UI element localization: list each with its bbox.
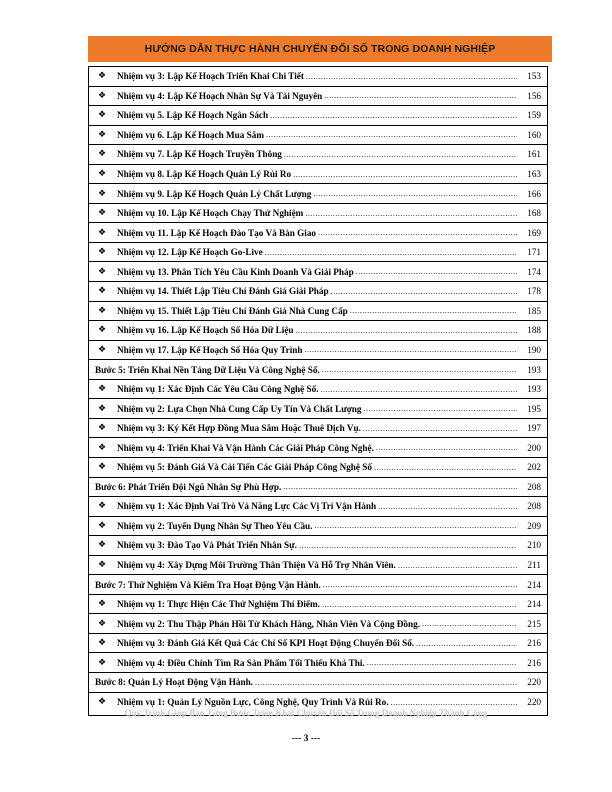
toc-dot-leader bbox=[283, 482, 517, 491]
toc-entry-label-wrap bbox=[89, 267, 519, 277]
toc-entry-label-wrap bbox=[89, 384, 519, 394]
toc-entry-label-wrap bbox=[89, 130, 519, 140]
toc-entry-label: Nhiệm vụ 4: Điều Chỉnh Tìm Ra Sản Phẩm Tối Thiểu Khả Thi. bbox=[117, 657, 365, 668]
toc-entry-label-wrap bbox=[89, 325, 519, 335]
toc-dot-leader bbox=[296, 326, 517, 335]
diamond-bullet-icon: ❖ bbox=[97, 403, 107, 414]
toc-page-number: 171 bbox=[527, 247, 541, 258]
toc-step-row[interactable] bbox=[89, 673, 547, 693]
toc-entry-label: Nhiệm vụ 1: Quản Lý Nguồn Lực, Công Nghệ, Quy Trình Và Rủi Ro. bbox=[117, 697, 389, 708]
toc-page-number: 178 bbox=[527, 286, 541, 297]
toc-dot-leader bbox=[318, 228, 517, 237]
toc-entry-label-wrap bbox=[89, 697, 519, 707]
toc-page-number: 200 bbox=[527, 442, 541, 453]
toc-page-number: 156 bbox=[527, 90, 541, 101]
toc-task-row[interactable] bbox=[89, 106, 547, 126]
toc-page-number: 163 bbox=[527, 169, 541, 180]
toc-entry-label: Nhiệm vụ 3: Ký Kết Hợp Đồng Mua Sắm Hoặc Thuê Dịch Vụ. bbox=[117, 423, 361, 434]
diamond-bullet-icon: ❖ bbox=[97, 305, 107, 316]
toc-dot-leader bbox=[321, 385, 517, 394]
toc-page-number: 188 bbox=[527, 325, 541, 336]
diamond-bullet-icon: ❖ bbox=[97, 325, 107, 336]
toc-entry-label: Nhiệm vụ 3: Đánh Giá Kết Quả Các Chỉ Số KPI Hoạt Động Chuyển Đổi Số. bbox=[117, 638, 415, 649]
toc-dot-leader bbox=[422, 619, 517, 628]
diamond-bullet-icon: ❖ bbox=[97, 188, 107, 199]
toc-dot-leader bbox=[324, 91, 517, 100]
toc-task-row[interactable] bbox=[89, 419, 547, 439]
toc-task-row[interactable] bbox=[89, 595, 547, 615]
toc-entry-label-wrap bbox=[89, 482, 519, 492]
toc-entry-label-wrap bbox=[89, 638, 519, 648]
diamond-bullet-icon: ❖ bbox=[97, 618, 107, 629]
toc-dot-leader bbox=[356, 267, 517, 276]
toc-entry-label: Nhiệm vụ 8. Lập Kế Hoạch Quản Lý Rủi Ro bbox=[117, 169, 292, 180]
toc-page-number: 216 bbox=[527, 657, 541, 668]
toc-entry-label-wrap bbox=[89, 580, 519, 590]
toc-task-row[interactable] bbox=[89, 399, 547, 419]
toc-page-number: 210 bbox=[527, 540, 541, 551]
toc-page-number: 209 bbox=[527, 520, 541, 531]
diamond-bullet-icon: ❖ bbox=[97, 657, 107, 668]
toc-dot-leader bbox=[313, 189, 517, 198]
toc-entry-label-wrap bbox=[89, 599, 519, 609]
toc-task-row[interactable] bbox=[89, 556, 547, 576]
toc-page-number: 193 bbox=[527, 384, 541, 395]
toc-dot-leader bbox=[416, 639, 517, 648]
toc-entry-label: Nhiệm vụ 6. Lập Kế Hoạch Mua Sắm bbox=[117, 129, 265, 140]
toc-dot-leader bbox=[378, 502, 517, 511]
diamond-bullet-icon: ❖ bbox=[97, 71, 107, 82]
toc-entry-label: Bước 5: Triển Khai Nền Tảng Dữ Liệu Và Công Nghệ Số. bbox=[95, 364, 320, 375]
toc-task-row[interactable] bbox=[89, 302, 547, 322]
toc-page-number: 211 bbox=[527, 560, 541, 571]
toc-entry-label: Bước 6: Phát Triển Đội Ngũ Nhân Sự Phù Hợp. bbox=[95, 481, 282, 492]
toc-entry-label: Nhiệm vụ 14. Thiết Lập Tiêu Chí Đánh Giá Giải Pháp bbox=[117, 286, 329, 297]
toc-entry-label: Nhiệm vụ 4: Xây Dựng Môi Trường Thân Thiện Và Hỗ Trợ Nhân Viên. bbox=[117, 560, 396, 571]
toc-dot-leader bbox=[255, 678, 517, 687]
toc-task-row[interactable] bbox=[89, 497, 547, 517]
toc-page-number: 202 bbox=[527, 462, 541, 473]
toc-dot-leader bbox=[284, 150, 517, 159]
toc-dot-leader bbox=[322, 600, 517, 609]
toc-entry-label-wrap bbox=[89, 149, 519, 159]
table-of-contents bbox=[88, 66, 548, 716]
toc-page-number: 159 bbox=[527, 110, 541, 121]
toc-page-number: 214 bbox=[527, 579, 541, 590]
toc-entry-label-wrap bbox=[89, 404, 519, 414]
toc-task-row[interactable] bbox=[89, 380, 547, 400]
toc-entry-label: Nhiệm vụ 5. Lập Kế Hoạch Ngân Sách bbox=[117, 110, 269, 121]
toc-dot-leader bbox=[299, 541, 517, 550]
toc-entry-label: Nhiệm vụ 11. Lập Kế Hoạch Đào Tạo Và Bàn Giao bbox=[117, 227, 317, 238]
toc-dot-leader bbox=[314, 521, 517, 530]
toc-task-row[interactable] bbox=[89, 614, 547, 634]
diamond-bullet-icon: ❖ bbox=[97, 344, 107, 355]
toc-page-number: 193 bbox=[527, 364, 541, 375]
toc-entry-label: Nhiệm vụ 2: Lựa Chọn Nhà Cung Cấp Uy Tín Và Chất Lượng bbox=[117, 403, 362, 414]
toc-entry-label: Nhiệm vụ 17. Lập Kế Hoạch Số Hóa Quy Trình bbox=[117, 344, 303, 355]
toc-entry-label: Nhiệm vụ 3: Lập Kế Hoạch Triển Khai Chi Tiết bbox=[117, 71, 304, 82]
toc-entry-label-wrap bbox=[89, 169, 519, 179]
toc-task-row[interactable] bbox=[89, 145, 547, 165]
diamond-bullet-icon: ❖ bbox=[97, 286, 107, 297]
toc-entry-label: Nhiệm vụ 13. Phân Tích Yêu Cầu Kinh Doanh Và Giải Pháp bbox=[117, 266, 354, 277]
toc-dot-leader bbox=[323, 580, 517, 589]
toc-page-number: 215 bbox=[527, 618, 541, 629]
toc-page-number: 174 bbox=[527, 266, 541, 277]
toc-task-row[interactable] bbox=[89, 87, 547, 107]
toc-dot-leader bbox=[350, 306, 517, 315]
document-header-bar bbox=[88, 36, 552, 62]
diamond-bullet-icon: ❖ bbox=[97, 208, 107, 219]
toc-dot-leader bbox=[374, 463, 517, 472]
toc-task-row[interactable] bbox=[89, 67, 547, 87]
toc-task-row[interactable] bbox=[89, 438, 547, 458]
toc-dot-leader bbox=[266, 130, 517, 139]
toc-entry-label-wrap bbox=[89, 306, 519, 316]
toc-step-row[interactable] bbox=[89, 478, 547, 498]
toc-dot-leader bbox=[293, 170, 517, 179]
toc-page-number: 185 bbox=[527, 305, 541, 316]
toc-page-number: 197 bbox=[527, 423, 541, 434]
toc-entry-label: Nhiệm vụ 1: Thực Hiện Các Thử Nghiệm Thí Điểm. bbox=[117, 599, 320, 610]
toc-page-number: 208 bbox=[527, 501, 541, 512]
toc-task-row[interactable] bbox=[89, 204, 547, 224]
toc-entry-label: Nhiệm vụ 9. Lập Kế Hoạch Quản Lý Chất Lượng bbox=[117, 188, 312, 199]
toc-entry-label-wrap bbox=[89, 619, 519, 629]
toc-entry-label: Nhiệm vụ 7. Lập Kế Hoạch Truyền Thông bbox=[117, 149, 282, 160]
diamond-bullet-icon: ❖ bbox=[97, 266, 107, 277]
diamond-bullet-icon: ❖ bbox=[97, 227, 107, 238]
toc-entry-label: Nhiệm vụ 4: Lập Kế Hoạch Nhân Sự Và Tài Nguyên bbox=[117, 90, 323, 101]
toc-entry-label: Nhiệm vụ 5: Đánh Giá Và Cải Tiến Các Giải Pháp Công Nghệ Số bbox=[117, 462, 372, 473]
toc-entry-label-wrap bbox=[89, 521, 519, 531]
diamond-bullet-icon: ❖ bbox=[97, 462, 107, 473]
toc-entry-label-wrap bbox=[89, 189, 519, 199]
toc-entry-label-wrap bbox=[89, 462, 519, 472]
toc-entry-label-wrap bbox=[89, 91, 519, 101]
toc-entry-label: Nhiệm vụ 2: Thu Thập Phản Hồi Từ Khách Hàng, Nhân Viên Và Cộng Đồng. bbox=[117, 618, 421, 629]
toc-entry-label-wrap bbox=[89, 365, 519, 375]
toc-entry-label: Nhiệm vụ 3: Đào Tạo Và Phát Triển Nhân Sự. bbox=[117, 540, 297, 551]
toc-entry-label: Nhiệm vụ 10. Lập Kế Hoạch Chạy Thử Nghiệm bbox=[117, 208, 304, 219]
toc-entry-label: Nhiệm vụ 2: Tuyển Dụng Nhân Sự Theo Yêu Cầu. bbox=[117, 520, 313, 531]
toc-entry-label: Nhiệm vụ 12. Lập Kế Hoạch Go-Live bbox=[117, 247, 263, 258]
toc-dot-leader bbox=[322, 365, 517, 374]
toc-task-row[interactable] bbox=[89, 458, 547, 478]
toc-entry-label-wrap bbox=[89, 345, 519, 355]
toc-entry-label-wrap bbox=[89, 286, 519, 296]
toc-entry-label: Nhiệm vụ 4: Triển Khai Và Vận Hành Các Giải Pháp Công Nghệ. bbox=[117, 442, 374, 453]
toc-entry-label: Nhiệm vụ 16. Lập Kế Hoạch Số Hóa Dữ Liệu bbox=[117, 325, 294, 336]
diamond-bullet-icon: ❖ bbox=[97, 169, 107, 180]
toc-page-number: 161 bbox=[527, 149, 541, 160]
toc-dot-leader bbox=[364, 404, 517, 413]
toc-step-row[interactable] bbox=[89, 575, 547, 595]
toc-entry-label-wrap bbox=[89, 423, 519, 433]
toc-task-row[interactable] bbox=[89, 184, 547, 204]
toc-task-row[interactable] bbox=[89, 243, 547, 263]
toc-entry-label-wrap bbox=[89, 501, 519, 511]
footer-caption: Quy Trình Giúp Bạn Từng Bước Triển Khai Chuyển Đổi Số Trong Doanh Nghiệp Thành Công bbox=[124, 708, 488, 718]
diamond-bullet-icon: ❖ bbox=[97, 442, 107, 453]
toc-page-number: 166 bbox=[527, 188, 541, 199]
toc-page-number: 190 bbox=[527, 344, 541, 355]
diamond-bullet-icon: ❖ bbox=[97, 384, 107, 395]
toc-entry-label: Nhiệm vụ 1: Xác Định Vai Trò Và Năng Lực Các Vị Trí Vận Hành bbox=[117, 501, 377, 512]
toc-page-number: 220 bbox=[527, 697, 541, 708]
toc-task-row[interactable] bbox=[89, 126, 547, 146]
diamond-bullet-icon: ❖ bbox=[97, 110, 107, 121]
toc-dot-leader bbox=[306, 72, 517, 81]
toc-entry-label-wrap bbox=[89, 208, 519, 218]
toc-dot-leader bbox=[305, 209, 517, 218]
toc-task-row[interactable] bbox=[89, 536, 547, 556]
diamond-bullet-icon: ❖ bbox=[97, 520, 107, 531]
toc-entry-label-wrap bbox=[89, 247, 519, 257]
toc-page-number: 220 bbox=[527, 677, 541, 688]
toc-page-number: 216 bbox=[527, 638, 541, 649]
diamond-bullet-icon: ❖ bbox=[97, 697, 107, 708]
diamond-bullet-icon: ❖ bbox=[97, 149, 107, 160]
toc-dot-leader bbox=[376, 443, 517, 452]
toc-entry-label-wrap bbox=[89, 540, 519, 550]
toc-entry-label-wrap bbox=[89, 560, 519, 570]
toc-page-number: 153 bbox=[527, 71, 541, 82]
toc-entry-label: Bước 7: Thử Nghiệm Và Kiểm Tra Hoạt Động Vận Hành. bbox=[95, 579, 321, 590]
toc-dot-leader bbox=[391, 698, 518, 707]
toc-entry-label: Nhiệm vụ 15. Thiết Lập Tiêu Chí Đánh Giá Nhà Cung Cấp bbox=[117, 305, 348, 316]
toc-task-row[interactable] bbox=[89, 634, 547, 654]
toc-task-row[interactable] bbox=[89, 517, 547, 537]
diamond-bullet-icon: ❖ bbox=[97, 129, 107, 140]
diamond-bullet-icon: ❖ bbox=[97, 560, 107, 571]
toc-entry-label: Nhiệm vụ 1: Xác Định Các Yêu Cầu Công Nghệ Số. bbox=[117, 384, 319, 395]
toc-dot-leader bbox=[367, 658, 517, 667]
toc-page-number: 208 bbox=[527, 481, 541, 492]
toc-page-number: 168 bbox=[527, 208, 541, 219]
diamond-bullet-icon: ❖ bbox=[97, 90, 107, 101]
diamond-bullet-icon: ❖ bbox=[97, 501, 107, 512]
toc-entry-label-wrap bbox=[89, 677, 519, 687]
toc-dot-leader bbox=[398, 561, 517, 570]
toc-entry-label-wrap bbox=[89, 443, 519, 453]
toc-page-number: 195 bbox=[527, 403, 541, 414]
diamond-bullet-icon: ❖ bbox=[97, 599, 107, 610]
toc-dot-leader bbox=[270, 111, 517, 120]
toc-entry-label: Bước 8: Quản Lý Hoạt Động Vận Hành. bbox=[95, 677, 253, 688]
toc-entry-label-wrap bbox=[89, 228, 519, 238]
toc-page-number: 160 bbox=[527, 129, 541, 140]
toc-dot-leader bbox=[363, 424, 517, 433]
toc-dot-leader bbox=[331, 287, 517, 296]
toc-entry-label-wrap bbox=[89, 110, 519, 120]
toc-task-row[interactable] bbox=[89, 341, 547, 361]
toc-entry-label-wrap bbox=[89, 71, 519, 81]
toc-page-number: 214 bbox=[527, 599, 541, 610]
toc-task-row[interactable] bbox=[89, 165, 547, 185]
toc-task-row[interactable] bbox=[89, 654, 547, 674]
toc-task-row[interactable] bbox=[89, 321, 547, 341]
toc-task-row[interactable] bbox=[89, 263, 547, 283]
diamond-bullet-icon: ❖ bbox=[97, 247, 107, 258]
toc-dot-leader bbox=[265, 248, 517, 257]
diamond-bullet-icon: ❖ bbox=[97, 540, 107, 551]
document-header-title: HƯỚNG DẪN THỰC HÀNH CHUYỂN ĐỔI SỐ TRONG DOANH NGHIỆP bbox=[144, 43, 496, 55]
toc-entry-label-wrap bbox=[89, 658, 519, 668]
page-number: --- 3 --- bbox=[291, 734, 321, 744]
toc-task-row[interactable] bbox=[89, 282, 547, 302]
diamond-bullet-icon: ❖ bbox=[97, 423, 107, 434]
toc-step-row[interactable] bbox=[89, 360, 547, 380]
diamond-bullet-icon: ❖ bbox=[97, 638, 107, 649]
toc-task-row[interactable] bbox=[89, 223, 547, 243]
toc-page-number: 169 bbox=[527, 227, 541, 238]
toc-dot-leader bbox=[304, 345, 517, 354]
